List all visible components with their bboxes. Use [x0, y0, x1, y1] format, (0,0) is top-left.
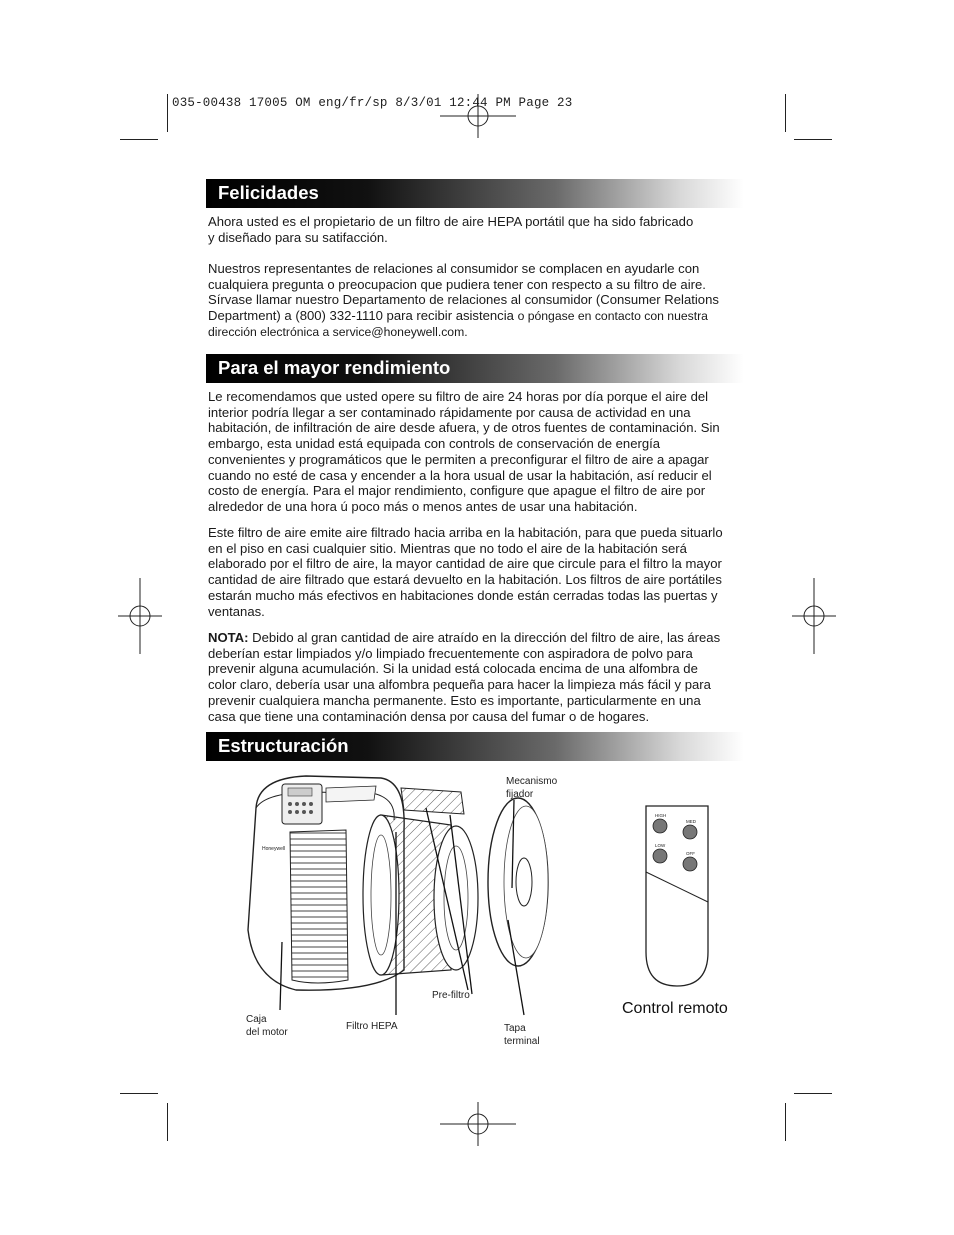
section-header-felicidades	[206, 179, 744, 208]
remote-button-label: OFF	[686, 851, 695, 856]
label-filtro-hepa: Filtro HEPA	[346, 1021, 398, 1032]
section-header-rendimiento	[206, 354, 744, 383]
label-caja-motor	[246, 1014, 288, 1039]
label-tapa-terminal	[504, 1023, 540, 1048]
text-line: deberían estar limpiados y/o limpiado frecuentemente con aspiradora de polvo para	[208, 645, 693, 661]
text-line: cualquiera pregunta o preocupacion que pudiera tener con respecto a su filtro de aire.	[208, 276, 706, 292]
remote-button-low	[653, 849, 667, 863]
crop-mark	[167, 94, 168, 132]
text-fragment: Department) a (800) 332-1110 para recibir asistencia	[208, 308, 514, 324]
text-line: Sírvase llamar nuestro Departamento de relaciones al consumidor (Consumer Relations	[208, 292, 719, 308]
crop-mark	[785, 1103, 786, 1141]
crop-mark	[785, 94, 786, 132]
remote-button-label: HIGH	[655, 813, 667, 818]
text-line: embargo, esta unidad está equipada con controls de conservación de energía	[208, 436, 661, 452]
remote-control-label: Control remoto	[622, 1000, 728, 1017]
crop-mark	[794, 139, 832, 140]
text-line: ventanas.	[208, 603, 265, 619]
text-line: alrededor de una hora ú poco más o menos antes de usar una habitación.	[208, 498, 638, 514]
rendimiento-paragraph-1	[208, 389, 744, 515]
text-line: terminal	[504, 1035, 540, 1047]
felicidades-paragraph-2	[208, 261, 744, 341]
nota-paragraph	[208, 630, 744, 724]
remote-button-med	[683, 825, 697, 839]
label-pre-filtro: Pre-filtro	[432, 990, 470, 1001]
brand-text: Honeywell	[262, 846, 286, 852]
text-line: Le recomendamos que usted opere su filtro de aire 24 horas por día porque el aire del	[208, 389, 709, 404]
text-line: habitación, de infiltración de aire desde afuera, y de otros fuentes de contaminación. Sin	[208, 420, 720, 436]
registration-mark-top	[440, 94, 516, 138]
text-line: Mecanismo	[506, 776, 558, 787]
remote-button-label: MED	[686, 819, 696, 824]
text-line: Tapa	[504, 1023, 526, 1034]
text-line: en el piso en casi cualquier sitio. Mientras que no todo el aire de la habitación será	[208, 540, 687, 556]
text-line: Caja	[246, 1014, 267, 1025]
text-line: dirección electrónica a service@honeywell.com.	[208, 324, 468, 339]
remote-button-high	[653, 819, 667, 833]
nota-label: NOTA:	[208, 630, 249, 645]
text-line: Nuestros representantes de relaciones al consumidor se complacen en ayudarle con	[208, 261, 700, 276]
text-line: convenientes y programáticos que le permiten a preconfigurar el filtro de aire a apagar	[208, 451, 709, 467]
text-line: prevenir alguna acumulación. Si la unidad está colocada encima de una alfombra de	[208, 661, 698, 677]
text-line: interior podría llegar a ser contaminado rápidamente por causa de actividad en una	[208, 404, 691, 420]
lock-mechanism	[516, 858, 532, 906]
remote-control-diagram	[640, 802, 720, 992]
felicidades-paragraph-1	[208, 214, 744, 245]
text-line	[208, 630, 744, 646]
text-line: costo de energía. Para el major rendimiento, configure que apague el filtro de aire por	[208, 483, 706, 499]
text-fragment: o póngase en contacto con nuestra	[517, 309, 708, 324]
registration-mark-bottom	[440, 1102, 516, 1146]
registration-mark-left	[118, 578, 162, 654]
control-display	[288, 788, 312, 796]
crop-mark	[167, 1103, 168, 1141]
front-grill	[290, 830, 348, 983]
crop-mark	[120, 139, 158, 140]
crop-mark	[794, 1093, 832, 1094]
text-line: Este filtro de aire emite aire filtrado hacia arriba en la habitación, para que pueda situarlo	[208, 525, 723, 540]
text-line: elaborado por el filtro de aire, la mayor cantidad de aire que circule para el filtro la mayor	[208, 556, 722, 572]
pre-filter	[401, 788, 464, 814]
text-line: Ahora usted es el propietario de un filtro de aire HEPA portátil que ha sido fabricado	[208, 214, 694, 229]
remote-button-label: LOW	[655, 843, 666, 848]
registration-mark-right	[792, 578, 836, 654]
text-line: cuando no esté de casa y encender a la hora usual de usar la habitación, así reducir el	[208, 467, 712, 483]
print-slug: 035-00438 17005 OM eng/fr/sp 8/3/01 12:44 PM Page 23	[172, 96, 573, 110]
text-line	[208, 308, 744, 325]
text-line: estarán mucho más efectivos en habitaciones donde están cerradas todas las puertas y	[208, 587, 718, 603]
label-mecanismo-fijador	[506, 776, 557, 801]
rendimiento-paragraph-2	[208, 525, 744, 619]
text-line: fijador	[506, 788, 534, 800]
text-fragment: Debido al gran cantidad de aire atraído en la dirección del filtro de aire, las áreas	[248, 630, 721, 645]
section-title: Para el mayor rendimiento	[218, 357, 451, 378]
section-title: Felicidades	[218, 182, 319, 203]
section-title: Estructuración	[218, 735, 349, 756]
remote-body	[646, 806, 708, 986]
text-line: del motor	[246, 1026, 288, 1038]
text-line: cantidad de aire filtrado que estará devuelto en la habitación. Los filtros de aire portátiles	[208, 572, 722, 588]
text-line: color claro, debería usar una alfombra pequeña para hacer la limpieza más fácil y para	[208, 677, 711, 693]
remote-button-off	[683, 857, 697, 871]
air-purifier-diagram	[236, 770, 556, 1020]
text-line: y diseñado para su satifacción.	[208, 229, 388, 245]
text-line: casa que tiene una contaminación densa por causa del fumar o de hogares.	[208, 708, 650, 724]
section-header-estructuracion	[206, 732, 744, 761]
text-line: prevenir cualquiera mancha permanente. Esto es importante, particularmente en una	[208, 692, 701, 708]
crop-mark	[120, 1093, 158, 1094]
